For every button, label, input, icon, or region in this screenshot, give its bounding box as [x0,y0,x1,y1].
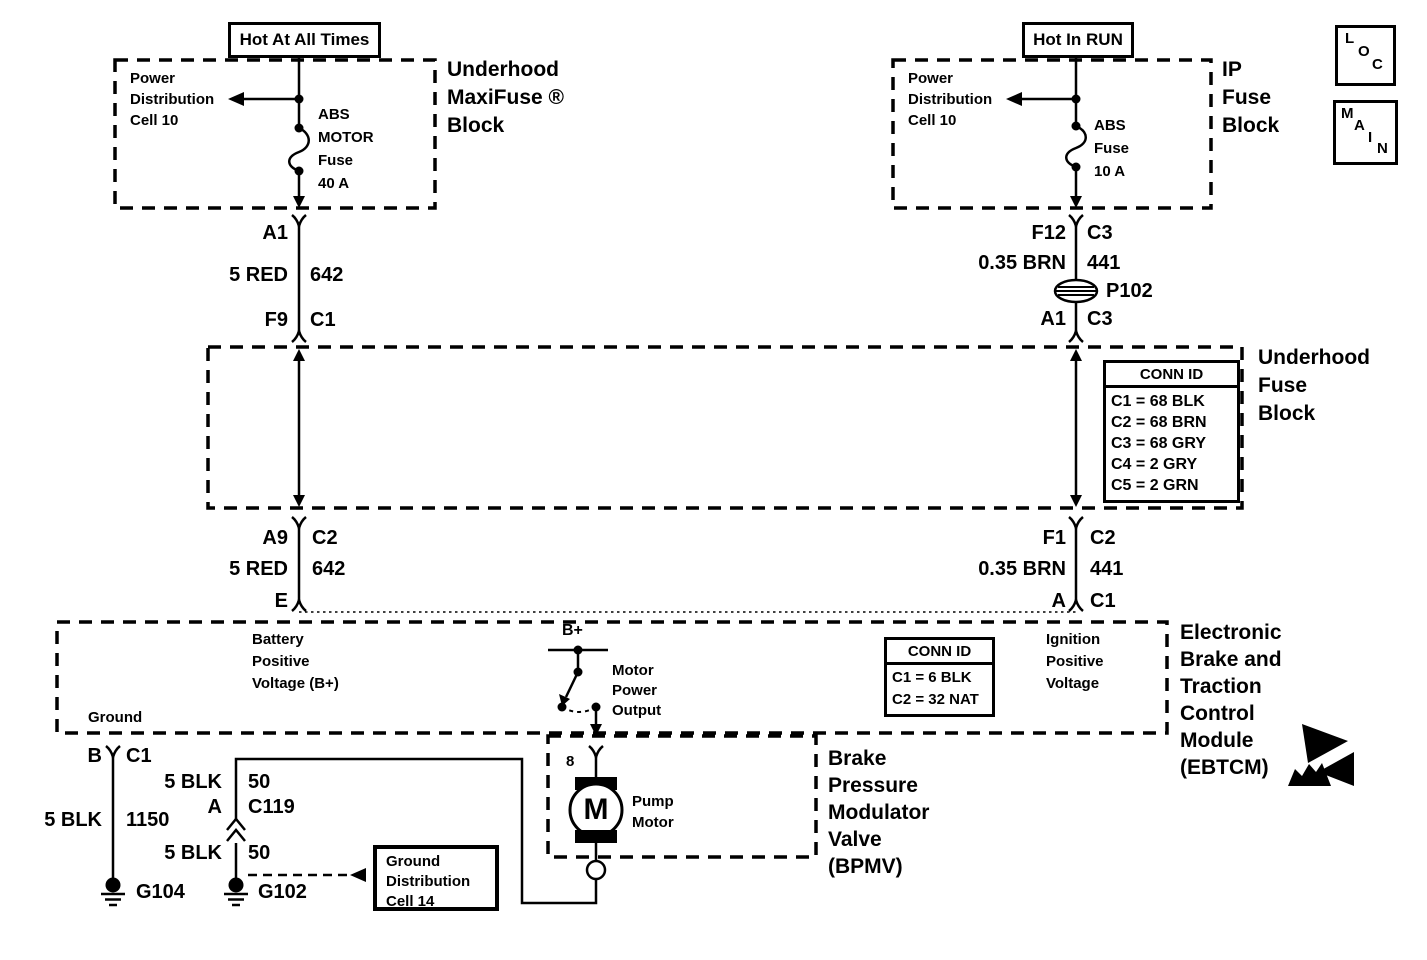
conn-id-row: C2 = 32 NAT [892,691,979,708]
pin-label: B [87,745,102,767]
wire-gauge-color: 5 RED [229,558,288,580]
circuit-number: 50 [248,771,271,793]
ebtcm-label: Electronic Brake and Traction Control Module (EBTCM) [1180,621,1282,779]
wire-gauge-color: 5 RED [229,264,288,286]
arrow-down-icon [293,495,305,507]
pump-motor-label: Pump Motor [632,793,674,831]
ground-g104-icon [101,878,125,906]
ground-dist-line: Cell 14 [386,893,435,910]
ground-distribution-ref-box [373,845,499,911]
main-letter: M [1341,105,1354,122]
fuse-icon [289,128,309,171]
left-power-wire [228,52,309,208]
circuit-number: 1150 [126,809,170,831]
arrow-left-icon [1006,92,1022,106]
ground-id-label: G102 [258,881,307,903]
conn-id-row: C1 = 68 BLK [1111,393,1205,410]
pin-label: A9 [262,527,288,549]
fuse-block-conn-id-table [1103,360,1240,503]
pin-label: A [207,796,222,818]
connector-fork-icon [1069,600,1083,611]
pin-label: F1 [1042,527,1066,549]
b-plus-label: B+ [562,622,583,639]
circuit-number: 50 [248,842,271,864]
connector-fork-icon [292,517,306,528]
arrow-left-icon [228,92,244,106]
connector-fork-icon [1069,215,1083,226]
conn-id-row: C1 = 6 BLK [892,669,972,686]
fuse-icon [1066,126,1086,167]
connector-fork-icon [292,600,306,611]
circuit-number: 441 [1090,558,1124,580]
loc-letter: O [1358,43,1370,60]
arrow-up-icon [1070,349,1082,361]
motor-letter: M [583,793,609,826]
hot-in-run-box [1022,22,1134,58]
motor-power-output-label: Motor Power Output [612,662,662,719]
circuit-number: 642 [310,264,344,286]
abs-fuse-label: ABS Fuse 10 A [1094,117,1130,180]
arrow-down-icon [1070,196,1082,208]
circuit-number: 441 [1087,252,1121,274]
underhood-fuse-block-outline [208,347,1242,508]
pin-label: A1 [1040,308,1066,330]
ground-wire-left [106,746,120,878]
connector-label: C3 [1087,308,1113,330]
connector-label: C1 [310,309,336,331]
battery-positive-voltage-label: Battery Positive Voltage (B+) [252,631,339,692]
pin-label: F12 [1031,222,1066,244]
inline-connector-c119-icon [227,830,245,841]
right-power-wire [1006,52,1086,208]
wire-gauge-color: 0.35 BRN [978,558,1066,580]
ground-dist-line: Distribution [386,873,471,890]
conn-id-row: C2 = 68 BRN [1111,414,1207,431]
arrow-down-icon [1070,495,1082,507]
grommet-p102-icon [1055,280,1097,302]
ground-label: Ground [88,709,143,726]
ground-g102-icon [224,878,248,906]
power-dist-ref-left: Power Distribution Cell 10 [130,70,215,129]
connector-fork-icon [1069,331,1083,342]
ground-dist-line: Ground [386,853,441,870]
main-letter: N [1377,140,1388,157]
underhood-fuse-block-label: Underhood Fuse Block [1258,346,1370,425]
wire-642-upper [292,215,306,342]
ebtcm-conn-id-table [884,637,995,717]
pin-label: F9 [264,309,288,331]
connector-label: C2 [312,527,338,549]
main-letter: I [1368,129,1373,146]
conn-id-title: CONN ID [887,640,992,665]
conn-id-title: CONN ID [1106,363,1237,388]
connector-fork-icon [106,746,120,757]
pin-label: A1 [262,222,288,244]
arrow-down-icon [293,196,305,208]
motor-relay-switch-icon [548,646,608,737]
pin-label: E [274,590,288,612]
hot-in-run-label: Hot In RUN [1033,30,1123,49]
loc-tag [1335,25,1396,86]
connector-fork-icon [589,746,603,757]
terminal-icon [587,861,605,879]
dashed-box-outlines [57,60,1242,857]
ip-fuse-block-label: IP Fuse Block [1222,58,1280,137]
arrow-left-icon [350,868,366,882]
bpmv-label: Brake Pressure Modulator Valve (BPMV) [828,747,930,878]
connector-label: C2 [1090,527,1116,549]
connector-label: C1 [1090,590,1116,612]
fuse-block-internal-wires [293,349,1082,507]
wire-gauge-color: 5 BLK [164,771,222,793]
abs-motor-fuse-label: ABS MOTOR Fuse 40 A [318,106,374,192]
conn-id-row: C4 = 2 GRY [1111,456,1198,473]
arrow-up-icon [293,349,305,361]
conn-id-row: C5 = 2 GRN [1111,477,1199,494]
connector-label: C119 [248,796,295,818]
conn-id-row: C3 = 68 GRY [1111,435,1207,452]
wire-642-lower [292,517,306,611]
connector-fork-icon [292,331,306,342]
wire-gauge-color: 5 BLK [44,809,102,831]
connector-label: C3 [1087,222,1113,244]
ground-id-label: G104 [136,881,185,903]
esd-sensitive-icon [1288,724,1354,786]
hot-at-all-times-label: Hot At All Times [239,30,370,49]
connector-fork-icon [1069,517,1083,528]
wire-gauge-color: 0.35 BRN [978,252,1066,274]
wire-441-lower [1069,517,1083,611]
pin-label: A [1051,590,1066,612]
grommet-label: P102 [1106,280,1153,302]
maxifuse-block-label: Underhood MaxiFuse ® Block [447,58,565,137]
ignition-positive-voltage-label: Ignition Positive Voltage [1046,631,1104,692]
wire-gauge-color: 5 BLK [164,842,222,864]
loc-letter: C [1372,56,1383,73]
connector-fork-icon [292,215,306,226]
connector-label: C1 [126,745,152,767]
main-tag [1333,100,1398,165]
pin-label: 8 [566,753,575,770]
power-dist-ref-right: Power Distribution Cell 10 [908,70,993,129]
hot-at-all-times-box [228,22,381,58]
main-letter: A [1354,117,1365,134]
loc-letter: L [1345,30,1355,47]
circuit-number: 642 [312,558,346,580]
